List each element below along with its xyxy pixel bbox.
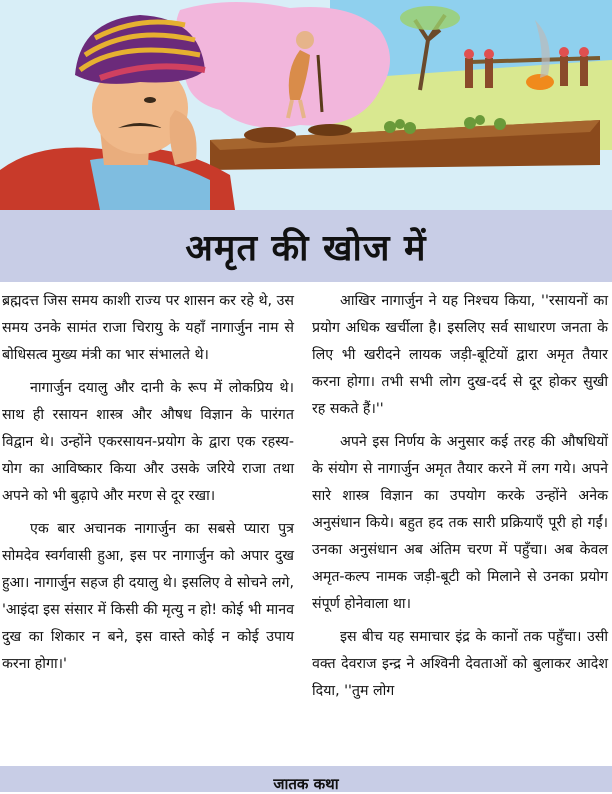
paragraph: ब्रह्मदत्त जिस समय काशी राज्य पर शासन कर रहे थे, उस समय उनके सामंत राजा चिरायु के यहाँ नागार्जुन नाम से बोधिसत्व मुख्य मंत्री का भार संभालते थे।	[2, 293, 294, 363]
story-title: अमृत की खोज में	[185, 226, 427, 269]
footer-band	[0, 766, 612, 792]
title-band	[0, 210, 612, 282]
illustration-svg	[0, 0, 612, 210]
footer-label: जातक कथा	[273, 775, 339, 793]
paragraph: आखिर नागार्जुन ने यह निश्चय किया, ''रसायनों का प्रयोग अधिक खर्चीला है। इसलिए सर्व साधारण जनता के लिए भी खरीदने लायक जड़ी-बूटियों द्वारा अमृत तैयार करना होगा। तभी सभी लोग दुख-दर्द से दूर होकर सुखी रह सकते हैं।''	[312, 293, 608, 417]
left-column	[2, 288, 294, 684]
paragraph: अपने इस निर्णय के अनुसार कई तरह की औषधियों के संयोग से नागार्जुन अमृत तैयार करने में लग गये। अपने सारे शास्त्र विज्ञान का उपयोग करके उन्होंने अनेक अनुसंधान किये। बहुत हद तक सारी प्रक्रियाएँ पूरी हो गईं। उनका अनुसंधान अब अंतिम चरण में पहुँचा। अब केवल अमृत-कल्प नामक जड़ी-बूटी को मिलाने से उनका प्रयोग संपूर्ण होनेवाला था।	[312, 434, 608, 612]
story-illustration	[0, 0, 612, 210]
paragraph: नागार्जुन दयालु और दानी के रूप में लोकप्रिय थे। साथ ही रसायन शास्त्र और औषध विज्ञान के पारंगत विद्वान थे। उन्होंने एकरसायन-प्रयोग के द्वारा एक रहस्य-योग का आविष्कार किया और उसके जरिये राजा तथा अपने को भी बुढ़ापे और मरण से दूर रखा।	[2, 380, 294, 504]
story-columns	[0, 284, 612, 762]
paragraph: एक बार अचानक नागार्जुन का सबसे प्यारा पुत्र सोमदेव स्वर्गवासी हुआ, इस पर नागार्जुन को अपार दुख हुआ। नागार्जुन सहज ही दयालु थे। इसलिए वे सोचने लगे, 'आइंदा इस संसार में किसी की मृत्यु न हो! कोई भी मानव दुख का शिकार न बने, इस वास्ते कोई न कोई उपाय करना होगा।'	[2, 521, 294, 672]
right-column	[312, 288, 608, 711]
paragraph: इस बीच यह समाचार इंद्र के कानों तक पहुँचा। उसी वक्त देवराज इन्द्र ने अश्विनी देवताओं को बुलाकर आदेश दिया, ''तुम लोग	[312, 629, 608, 699]
